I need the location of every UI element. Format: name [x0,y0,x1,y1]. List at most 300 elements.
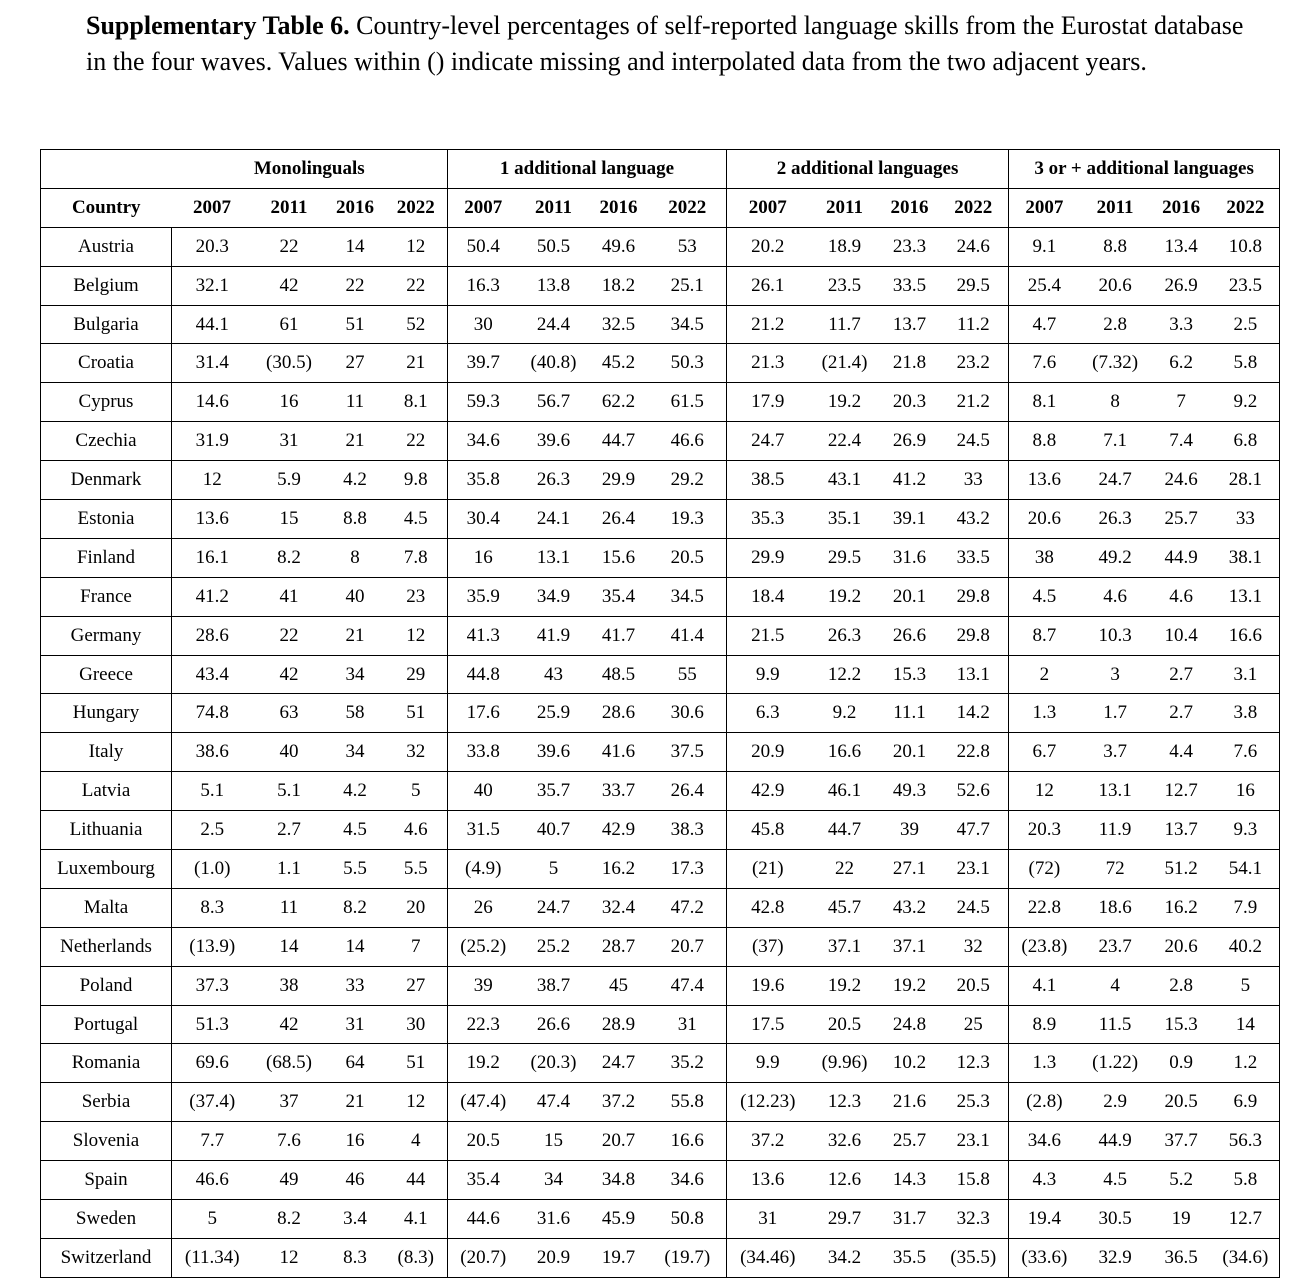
value-cell: 32.4 [589,888,649,927]
value-cell: (37) [727,927,809,966]
value-cell: 37.1 [881,927,939,966]
value-cell: 7.4 [1151,422,1212,461]
country-cell: Poland [41,966,172,1005]
value-cell: 7.6 [1009,344,1080,383]
value-cell: 23.5 [1212,266,1280,305]
value-cell: 21.2 [727,305,809,344]
value-cell: 21.6 [881,1083,939,1122]
value-cell: 63 [253,694,326,733]
value-cell: 19.7 [589,1238,649,1277]
value-cell: 33 [326,966,385,1005]
value-cell: 8.3 [172,888,253,927]
value-cell: 33.5 [939,538,1009,577]
country-cell: Lithuania [41,811,172,850]
value-cell: 52 [385,305,448,344]
value-cell: 10.8 [1212,227,1280,266]
value-cell: 20.3 [172,227,253,266]
value-cell: (33.6) [1009,1238,1080,1277]
value-cell: (9.96) [809,1044,881,1083]
value-cell: 43.2 [939,500,1009,539]
value-cell: (21.4) [809,344,881,383]
value-cell: 5.9 [253,461,326,500]
value-cell: 7.7 [172,1122,253,1161]
value-cell: 34.5 [649,577,727,616]
value-cell: 5 [172,1200,253,1239]
value-cell: 4 [1080,966,1151,1005]
value-cell: 64 [326,1044,385,1083]
value-cell: 47.2 [649,888,727,927]
value-cell: (47.4) [448,1083,519,1122]
value-cell: 22 [385,422,448,461]
country-cell: Greece [41,655,172,694]
value-cell: 27.1 [881,850,939,889]
value-cell: 45.2 [589,344,649,383]
value-cell: 30.5 [1080,1200,1151,1239]
value-cell: (13.9) [172,927,253,966]
value-cell: 25.1 [649,266,727,305]
value-cell: 12.2 [809,655,881,694]
table-row [41,227,1280,266]
value-cell: 11.7 [809,305,881,344]
value-cell: 23.1 [939,850,1009,889]
value-cell: 4.6 [385,811,448,850]
value-cell: 21 [326,1083,385,1122]
value-cell: (20.7) [448,1238,519,1277]
value-cell: 25.9 [519,694,589,733]
caption-text: Country-level percentages of self-reported language skills from the Eurostat database in the four waves. Values within () indicate missing and interpolated data from the two adjacent years. [86,11,1244,76]
value-cell: 11 [253,888,326,927]
table-row [41,500,1280,539]
value-cell: 21.5 [727,616,809,655]
table-row [41,616,1280,655]
value-cell: 24.7 [589,1044,649,1083]
value-cell: 15 [519,1122,589,1161]
country-cell: Switzerland [41,1238,172,1277]
value-cell: 20.7 [589,1122,649,1161]
value-cell: 2.8 [1151,966,1212,1005]
table-body [41,227,1280,1277]
value-cell: 54.1 [1212,850,1280,889]
table-row [41,1238,1280,1277]
country-cell: Czechia [41,422,172,461]
value-cell: 44.7 [809,811,881,850]
value-cell: 26.3 [809,616,881,655]
value-cell: 13.1 [519,538,589,577]
value-cell: 48.5 [589,655,649,694]
value-cell: 35.7 [519,772,589,811]
country-cell: Denmark [41,461,172,500]
value-cell: 2.5 [172,811,253,850]
value-cell: 34.6 [1009,1122,1080,1161]
value-cell: 3.7 [1080,733,1151,772]
country-cell: Latvia [41,772,172,811]
value-cell: 23.1 [939,1122,1009,1161]
value-cell: 37.7 [1151,1122,1212,1161]
value-cell: 33.5 [881,266,939,305]
value-cell: 10.4 [1151,616,1212,655]
value-cell: 56.7 [519,383,589,422]
table-row [41,383,1280,422]
value-cell: 20.9 [727,733,809,772]
value-cell: (1.0) [172,850,253,889]
value-cell: 8.7 [1009,616,1080,655]
value-cell: 3.4 [326,1200,385,1239]
value-cell: 6.7 [1009,733,1080,772]
value-cell: 42.9 [589,811,649,850]
value-cell: (30.5) [253,344,326,383]
value-cell: 29.5 [809,538,881,577]
value-cell: 7 [1151,383,1212,422]
value-cell: 14 [253,927,326,966]
value-cell: (12.23) [727,1083,809,1122]
table-row [41,577,1280,616]
value-cell: 46 [326,1161,385,1200]
country-header: Country [41,188,172,227]
value-cell: 4.7 [1009,305,1080,344]
value-cell: 1.3 [1009,694,1080,733]
value-cell: 13.4 [1151,227,1212,266]
group-header-3-plus-additional: 3 or + additional languages [1009,150,1280,189]
value-cell: 29.9 [727,538,809,577]
value-cell: 49.6 [589,227,649,266]
country-cell: Germany [41,616,172,655]
value-cell: 8.9 [1009,1005,1080,1044]
value-cell: 17.3 [649,850,727,889]
value-cell: 42.9 [727,772,809,811]
value-cell: 12 [385,616,448,655]
value-cell: 42 [253,1005,326,1044]
value-cell: 6.2 [1151,344,1212,383]
value-cell: 29.7 [809,1200,881,1239]
value-cell: (34.46) [727,1238,809,1277]
country-cell: Croatia [41,344,172,383]
value-cell: 4.1 [385,1200,448,1239]
value-cell: 4.5 [326,811,385,850]
value-cell: 33.8 [448,733,519,772]
value-cell: 16.1 [172,538,253,577]
value-cell: 29.9 [589,461,649,500]
value-cell: 4.6 [1080,577,1151,616]
value-cell: 15.8 [939,1161,1009,1200]
value-cell: 20.3 [1009,811,1080,850]
value-cell: 16 [448,538,519,577]
value-cell: (20.3) [519,1044,589,1083]
value-cell: 19.6 [727,966,809,1005]
value-cell: 8.2 [326,888,385,927]
country-cell: France [41,577,172,616]
value-cell: 12.3 [809,1083,881,1122]
value-cell: 13.1 [1080,772,1151,811]
value-cell: 34.6 [649,1161,727,1200]
value-cell: 51 [385,1044,448,1083]
value-cell: 34.9 [519,577,589,616]
value-cell: (72) [1009,850,1080,889]
value-cell: 34.6 [448,422,519,461]
value-cell: 38 [253,966,326,1005]
group-header-2-additional: 2 additional languages [727,150,1009,189]
value-cell: 16 [253,383,326,422]
value-cell: 35.4 [589,577,649,616]
value-cell: 19.2 [881,966,939,1005]
value-cell: 4 [385,1122,448,1161]
value-cell: 5 [1212,966,1280,1005]
value-cell: 11.5 [1080,1005,1151,1044]
value-cell: 16.6 [809,733,881,772]
value-cell: 2.7 [253,811,326,850]
table-row [41,305,1280,344]
value-cell: 37.2 [727,1122,809,1161]
value-cell: 47.7 [939,811,1009,850]
value-cell: 31 [727,1200,809,1239]
year-header: 2016 [881,188,939,227]
value-cell: 4.5 [1080,1161,1151,1200]
value-cell: 28.7 [589,927,649,966]
value-cell: 44.7 [589,422,649,461]
language-skills-table [40,149,1280,1278]
value-cell: 31.6 [519,1200,589,1239]
value-cell: 20.6 [1009,500,1080,539]
value-cell: 16 [326,1122,385,1161]
caption-label: Supplementary Table 6. [86,11,350,40]
value-cell: 29.8 [939,577,1009,616]
value-cell: 9.8 [385,461,448,500]
value-cell: 21.3 [727,344,809,383]
country-cell: Portugal [41,1005,172,1044]
value-cell: 27 [326,344,385,383]
value-cell: 11.2 [939,305,1009,344]
table-row [41,694,1280,733]
value-cell: 44.9 [1080,1122,1151,1161]
table-row [41,538,1280,577]
table-row [41,1122,1280,1161]
value-cell: 17.9 [727,383,809,422]
value-cell: 21 [326,616,385,655]
group-header-1-additional: 1 additional language [448,150,727,189]
value-cell: 32 [385,733,448,772]
value-cell: 19 [1151,1200,1212,1239]
value-cell: 16.2 [1151,888,1212,927]
value-cell: 51.3 [172,1005,253,1044]
value-cell: 12 [253,1238,326,1277]
value-cell: 9.9 [727,1044,809,1083]
value-cell: 45.9 [589,1200,649,1239]
year-header: 2011 [253,188,326,227]
value-cell: 31.5 [448,811,519,850]
value-cell: 21.8 [881,344,939,383]
value-cell: 39 [881,811,939,850]
group-header-row [41,150,1280,189]
value-cell: 16.2 [589,850,649,889]
country-cell: Serbia [41,1083,172,1122]
value-cell: 11.1 [881,694,939,733]
value-cell: 46.6 [649,422,727,461]
value-cell: 16.3 [448,266,519,305]
value-cell: 26.3 [1080,500,1151,539]
country-cell: Estonia [41,500,172,539]
value-cell: 28.6 [172,616,253,655]
year-header-row [41,188,1280,227]
year-header: 2022 [649,188,727,227]
value-cell: 24.7 [1080,461,1151,500]
value-cell: 41 [253,577,326,616]
value-cell: 13.6 [1009,461,1080,500]
value-cell: 29.2 [649,461,727,500]
value-cell: 25.7 [881,1122,939,1161]
value-cell: 2 [1009,655,1080,694]
value-cell: 2.8 [1080,305,1151,344]
value-cell: 34 [519,1161,589,1200]
value-cell: 24.6 [1151,461,1212,500]
value-cell: 50.5 [519,227,589,266]
value-cell: 61 [253,305,326,344]
value-cell: (8.3) [385,1238,448,1277]
value-cell: 35.8 [448,461,519,500]
value-cell: 4.5 [385,500,448,539]
table-row [41,772,1280,811]
value-cell: 4.6 [1151,577,1212,616]
value-cell: 7 [385,927,448,966]
value-cell: 38.6 [172,733,253,772]
value-cell: 44 [385,1161,448,1200]
value-cell: 14.2 [939,694,1009,733]
value-cell: 69.6 [172,1044,253,1083]
value-cell: 12 [385,1083,448,1122]
value-cell: 22 [385,266,448,305]
value-cell: 20.1 [881,577,939,616]
year-header: 2007 [1009,188,1080,227]
value-cell: 12.6 [809,1161,881,1200]
value-cell: 20 [385,888,448,927]
value-cell: 62.2 [589,383,649,422]
year-header: 2016 [589,188,649,227]
value-cell: 38 [1009,538,1080,577]
value-cell: 33 [1212,500,1280,539]
value-cell: 37.1 [809,927,881,966]
country-cell: Sweden [41,1200,172,1239]
value-cell: 22.8 [939,733,1009,772]
value-cell: 33.7 [589,772,649,811]
value-cell: 50.4 [448,227,519,266]
year-header: 2007 [727,188,809,227]
value-cell: 15.6 [589,538,649,577]
table-row [41,1005,1280,1044]
value-cell: 20.5 [448,1122,519,1161]
country-cell: Belgium [41,266,172,305]
value-cell: 28.9 [589,1005,649,1044]
value-cell: 18.4 [727,577,809,616]
value-cell: 12.7 [1151,772,1212,811]
value-cell: 40 [448,772,519,811]
country-cell: Romania [41,1044,172,1083]
value-cell: 37.2 [589,1083,649,1122]
value-cell: 56.3 [1212,1122,1280,1161]
year-header: 2011 [519,188,589,227]
value-cell: 7.9 [1212,888,1280,927]
value-cell: 42 [253,655,326,694]
value-cell: 20.2 [727,227,809,266]
value-cell: 2.7 [1151,655,1212,694]
value-cell: 31 [253,422,326,461]
value-cell: 23.3 [881,227,939,266]
country-cell: Slovenia [41,1122,172,1161]
value-cell: 1.1 [253,850,326,889]
value-cell: 2.7 [1151,694,1212,733]
value-cell: 4.3 [1009,1161,1080,1200]
value-cell: (25.2) [448,927,519,966]
value-cell: 49.2 [1080,538,1151,577]
value-cell: 8 [1080,383,1151,422]
value-cell: 3.1 [1212,655,1280,694]
value-cell: (7.32) [1080,344,1151,383]
value-cell: 40 [253,733,326,772]
table-row [41,461,1280,500]
value-cell: 8 [326,538,385,577]
value-cell: 9.1 [1009,227,1080,266]
value-cell: 20.9 [519,1238,589,1277]
value-cell: 44.1 [172,305,253,344]
value-cell: 7.8 [385,538,448,577]
value-cell: 72 [1080,850,1151,889]
value-cell: (2.8) [1009,1083,1080,1122]
table-row [41,344,1280,383]
value-cell: 58 [326,694,385,733]
value-cell: 37.3 [172,966,253,1005]
table-row [41,1161,1280,1200]
value-cell: 20.7 [649,927,727,966]
value-cell: 20.1 [881,733,939,772]
value-cell: 12.7 [1212,1200,1280,1239]
value-cell: 22 [253,616,326,655]
value-cell: 51.2 [1151,850,1212,889]
value-cell: 27 [385,966,448,1005]
value-cell: 22 [326,266,385,305]
value-cell: 42.8 [727,888,809,927]
value-cell: 38.7 [519,966,589,1005]
value-cell: 39.6 [519,733,589,772]
value-cell: 25 [939,1005,1009,1044]
value-cell: 5.5 [385,850,448,889]
value-cell: 6.9 [1212,1083,1280,1122]
value-cell: 5.8 [1212,1161,1280,1200]
value-cell: 25.2 [519,927,589,966]
table-row [41,422,1280,461]
table-row [41,850,1280,889]
value-cell: 49 [253,1161,326,1200]
value-cell: 20.6 [1151,927,1212,966]
value-cell: 4.4 [1151,733,1212,772]
value-cell: 19.3 [649,500,727,539]
value-cell: 44.6 [448,1200,519,1239]
value-cell: 21 [385,344,448,383]
value-cell: 50.8 [649,1200,727,1239]
value-cell: 13.6 [727,1161,809,1200]
value-cell: 20.3 [881,383,939,422]
year-header: 2022 [1212,188,1280,227]
value-cell: 20.5 [809,1005,881,1044]
value-cell: 35.2 [649,1044,727,1083]
value-cell: 8.1 [385,383,448,422]
value-cell: 4.2 [326,461,385,500]
value-cell: 19.4 [1009,1200,1080,1239]
value-cell: (35.5) [939,1238,1009,1277]
table-row [41,266,1280,305]
value-cell: 24.8 [881,1005,939,1044]
value-cell: 17.5 [727,1005,809,1044]
value-cell: 43.4 [172,655,253,694]
value-cell: 14 [326,927,385,966]
country-cell: Italy [41,733,172,772]
country-cell: Netherlands [41,927,172,966]
